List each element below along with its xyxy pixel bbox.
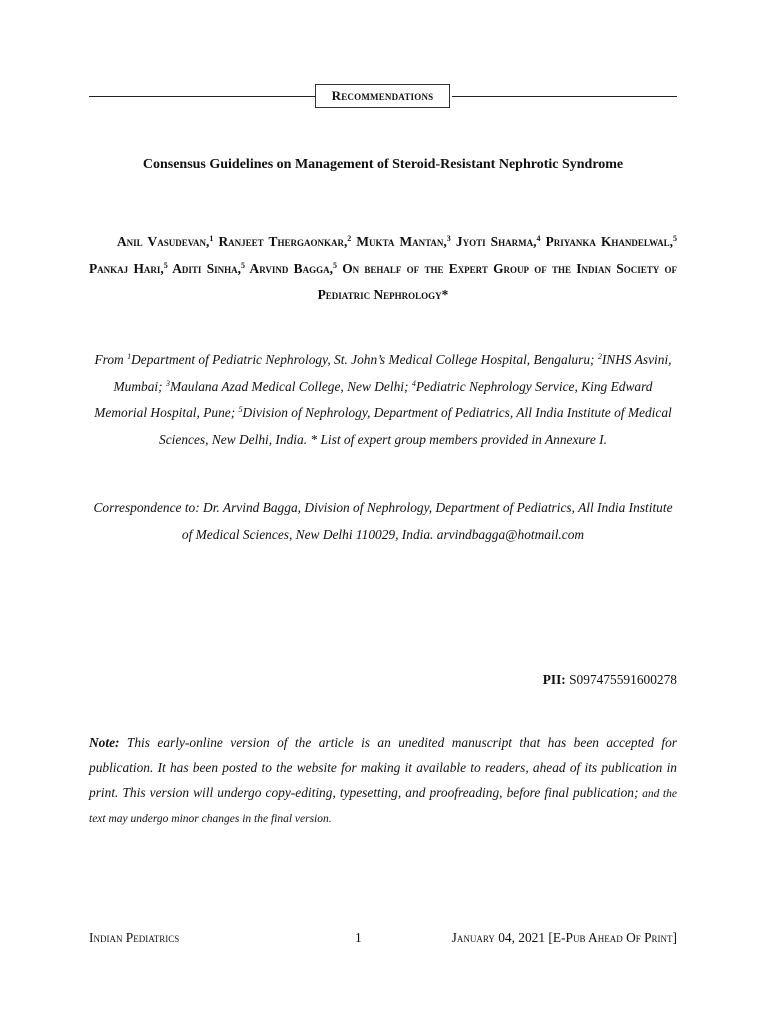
affiliation-mark: 1 — [127, 352, 132, 361]
author-name: Arvind Bagga, — [249, 260, 333, 276]
authors-group-statement: On behalf of the Expert Group of the Indian Society of Pediatric Nephrology* — [317, 260, 678, 302]
footer-date: January 04, 2021 [E-Pub Ahead Of Print] — [451, 930, 677, 945]
affiliation-text: Maulana Azad Medical College, New Delhi; — [169, 378, 412, 394]
author-name: Anil Vasudevan, — [117, 234, 210, 249]
author-affiliation-mark: 1 — [209, 234, 214, 243]
author-affiliation-mark: 5 — [241, 260, 245, 270]
author-name: Jyoti Sharma, — [455, 234, 537, 249]
section-label-box — [315, 84, 450, 108]
affiliation-text: Division of Nephrology, Department of Pediatrics, All India Institute of Medical Sciences, New Delhi, India. * List of expert group members provided in Annexure I. — [159, 405, 672, 447]
header-rule-right — [452, 96, 677, 97]
header-rule-left — [89, 96, 315, 97]
author-affiliation-mark: 5 — [332, 260, 337, 270]
section-label: Recommendations — [331, 88, 434, 103]
author-list — [89, 229, 677, 309]
correspondence: Correspondence to: Dr. Arvind Bagga, Division of Nephrology, Department of Pediatrics, All India Institute of Medical Sciences, New Delhi 110029, India. arvindbagga@hotmail.com — [93, 500, 673, 542]
pii-value: S097475591600278 — [565, 672, 677, 687]
author-name: Aditi Sinha, — [172, 260, 241, 276]
note-label: Note: — [89, 735, 120, 750]
author-name: Ranjeet Thergaonkar, — [218, 234, 348, 249]
pii-label: PII: — [542, 672, 566, 687]
affiliation-mark: 4 — [411, 378, 416, 388]
affiliation-prefix: From — [94, 352, 128, 367]
note-text: This early-online version of the article is an unedited manuscript that has been accepted for publication. It has been posted to the website for making it available to readers, ahead of its publication in print. This version will undergo copy-editing, typesetting, and proofreading, before final publication; — [89, 735, 677, 800]
affiliation-text: Department of Pediatric Nephrology, St. John’s Medical College Hospital, Bengaluru; — [131, 352, 598, 367]
publication-note — [89, 731, 677, 832]
affiliation-mark: 3 — [165, 378, 170, 388]
author-affiliation-mark: 2 — [347, 234, 352, 243]
affiliation-text: INHS Asvini, Mumbai; — [113, 352, 672, 394]
affiliation-text: Pediatric Nephrology Service, King Edward Memorial Hospital, Pune; — [94, 378, 653, 420]
author-affiliation-mark: 3 — [446, 234, 451, 243]
author-affiliation-mark: 5 — [163, 260, 168, 270]
author-name: Priyanka Khandelwal, — [545, 234, 673, 249]
footer-journal-name: Indian Pediatrics — [89, 930, 180, 945]
footer-page-number: 1 — [355, 930, 362, 945]
note-tail: and the text may undergo minor changes in the final version. — [89, 787, 677, 826]
author-name: Mukta Mantan, — [356, 234, 447, 249]
author-affiliation-mark: 5 — [672, 234, 677, 243]
affiliation-mark: 5 — [238, 405, 243, 414]
affiliation-mark: 2 — [597, 352, 602, 361]
author-name: Pankaj Hari, — [89, 260, 164, 276]
affiliations — [89, 347, 677, 453]
article-title: Consensus Guidelines on Management of Steroid-Resistant Nephrotic Syndrome — [142, 157, 624, 172]
pii-line — [543, 672, 677, 688]
author-affiliation-mark: 4 — [536, 234, 541, 243]
